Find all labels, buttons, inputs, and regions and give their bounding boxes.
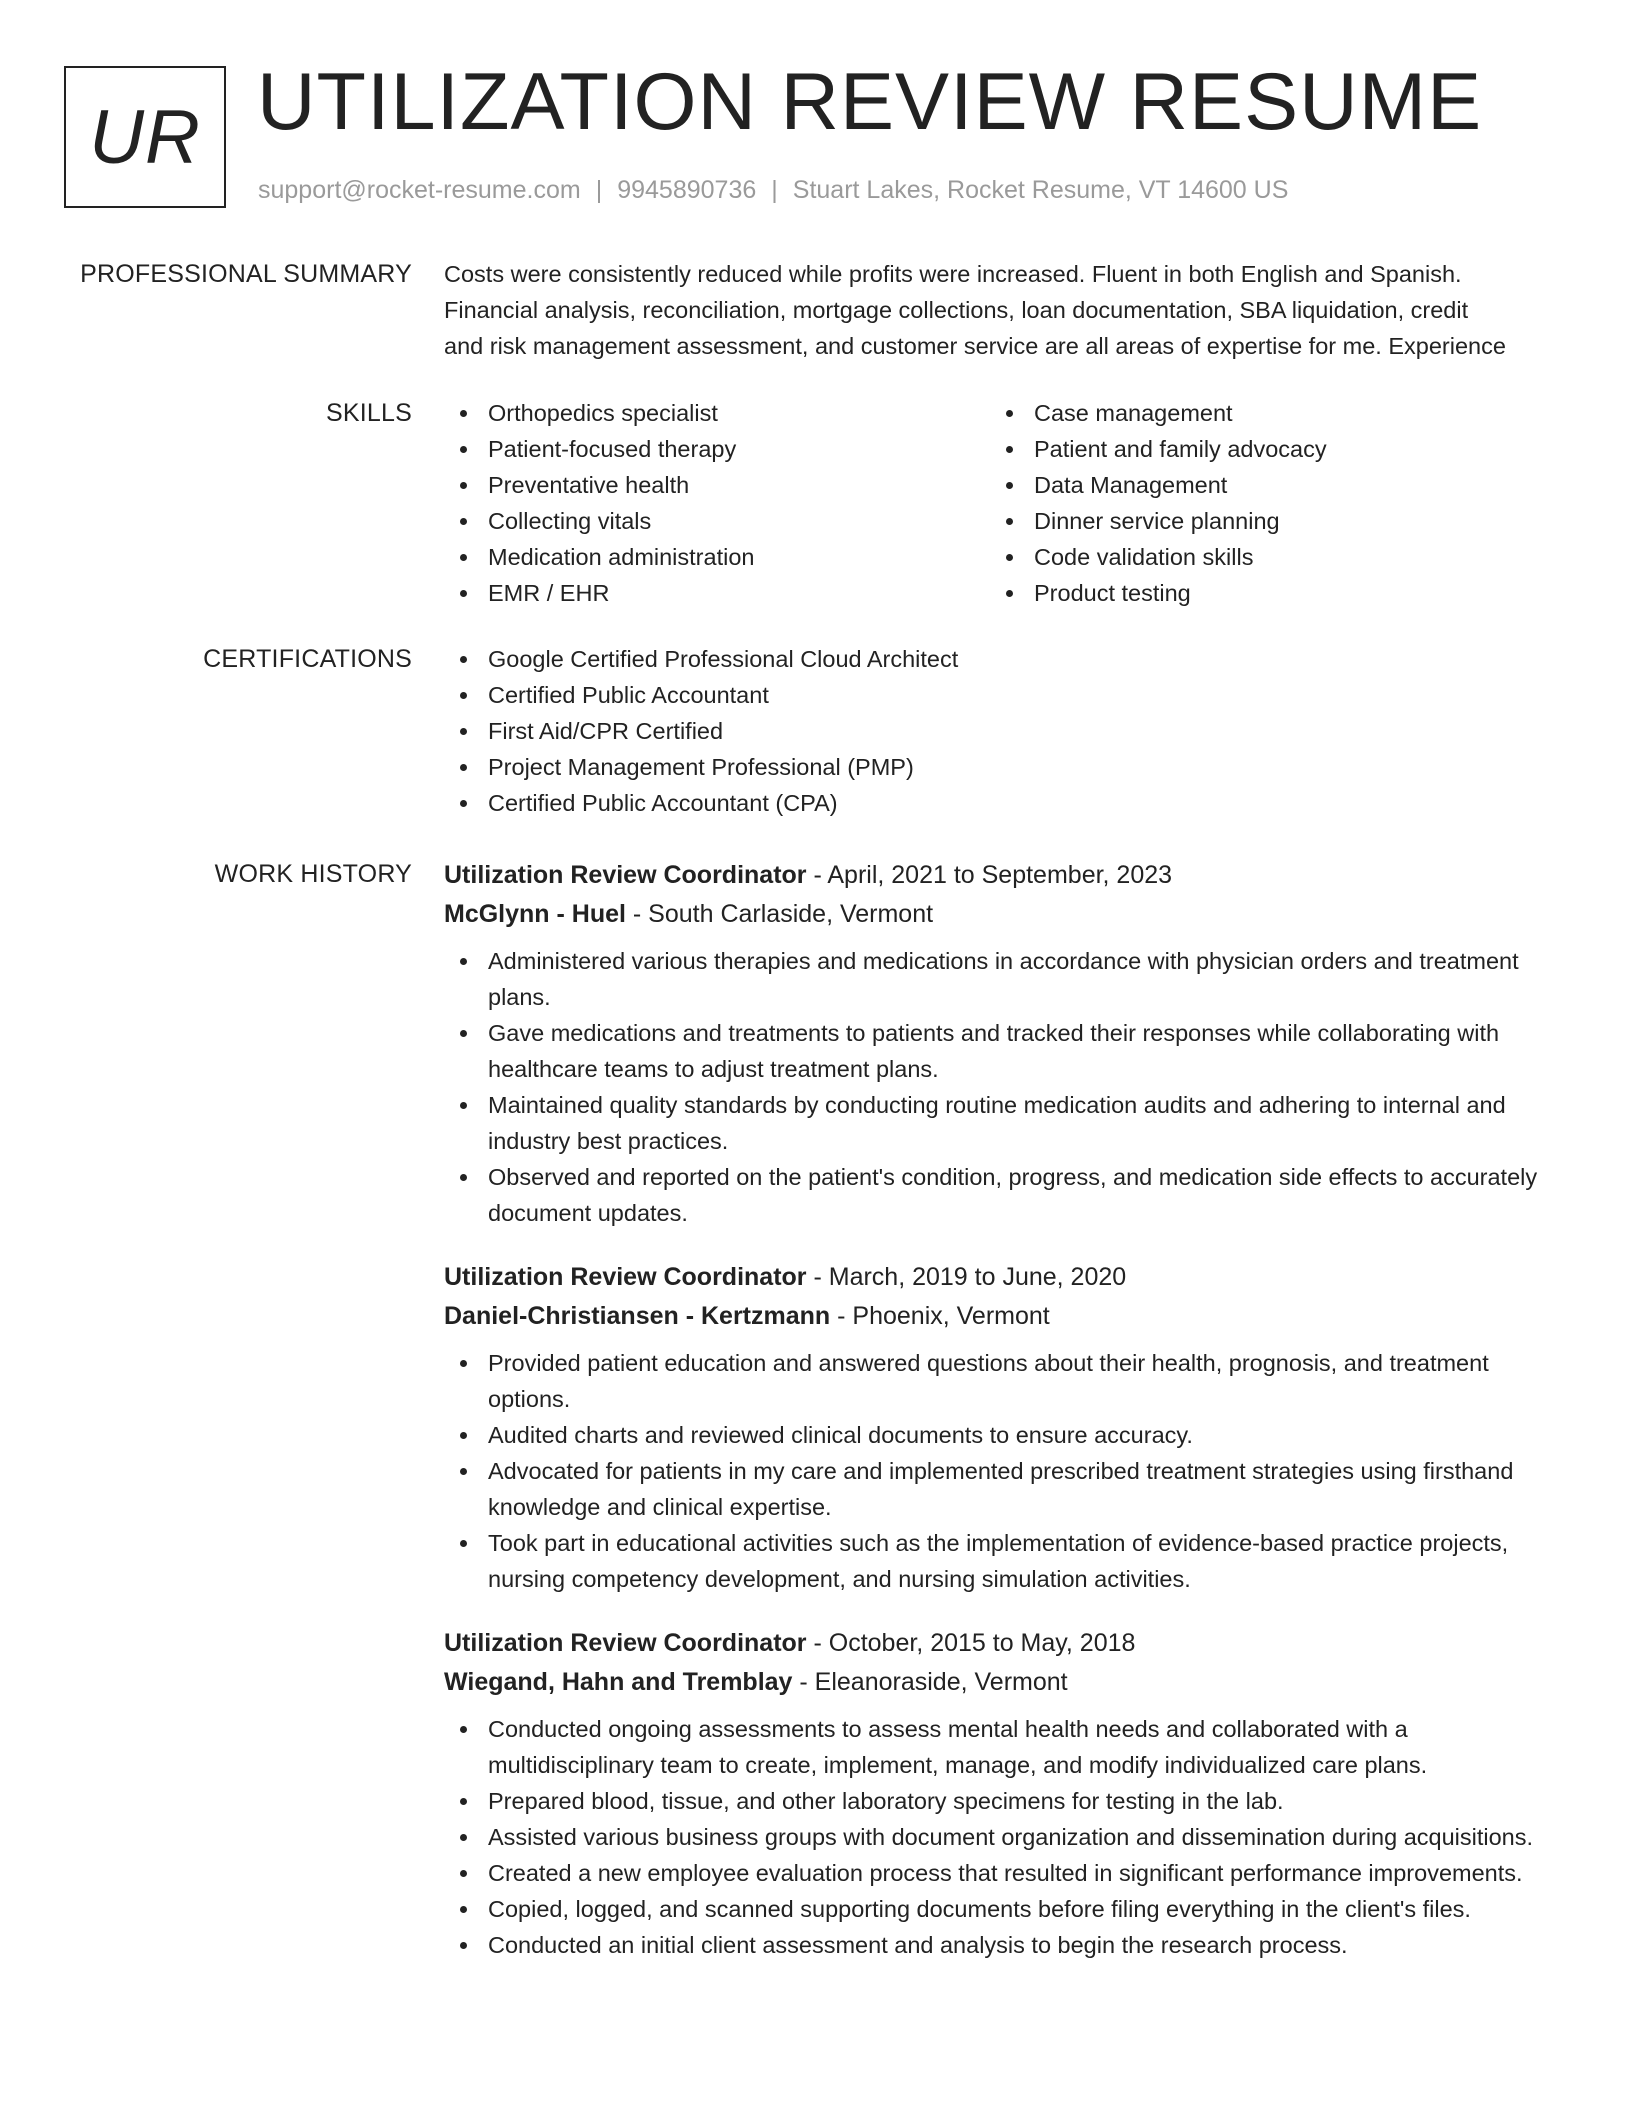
job-duty: Maintained quality standards by conducting routine medication audits and adhering to internal and industry best practices.: [444, 1087, 1564, 1159]
job-entry: [444, 1258, 1564, 1597]
job-duty: Assisted various business groups with document organization and dissemination during acquisitions.: [444, 1819, 1564, 1855]
certification-item: Project Management Professional (PMP): [444, 749, 1564, 785]
summary-line: and risk management assessment, and customer service are all areas of expertise for me. Experience: [444, 333, 1506, 359]
contact-separator: |: [771, 176, 778, 204]
summary-text: [444, 256, 1564, 364]
job-title: Utilization Review Coordinator: [444, 861, 807, 889]
job-duty: Audited charts and reviewed clinical documents to ensure accuracy.: [444, 1417, 1564, 1453]
contact-email[interactable]: support@rocket-resume.com: [258, 176, 581, 204]
certification-item: Google Certified Professional Cloud Architect: [444, 641, 1564, 677]
skill-item: Data Management: [990, 467, 1536, 503]
certifications-list: [444, 641, 1564, 821]
job-duties: [444, 1711, 1564, 1963]
skills-list-right: [990, 395, 1536, 611]
job-duty: Observed and reported on the patient's condition, progress, and medication side effects to accurately document updates.: [444, 1159, 1564, 1231]
job-duties: [444, 1345, 1564, 1597]
job-duties: [444, 943, 1564, 1231]
skill-item: EMR / EHR: [444, 575, 990, 611]
skill-item: Product testing: [990, 575, 1536, 611]
contact-phone[interactable]: 9945890736: [617, 176, 757, 204]
skill-item: Patient and family advocacy: [990, 431, 1536, 467]
job-entry: [444, 1624, 1564, 1963]
skill-item: Dinner service planning: [990, 503, 1536, 539]
job-location: - Phoenix, Vermont: [830, 1302, 1050, 1330]
job-duty: Provided patient education and answered questions about their health, prognosis, and treatment options.: [444, 1345, 1564, 1417]
summary-line: Costs were consistently reduced while profits were increased. Fluent in both English and Spanish.: [444, 261, 1462, 287]
job-title: Utilization Review Coordinator: [444, 1263, 807, 1291]
certifications-heading: CERTIFICATIONS: [203, 645, 412, 673]
work-history-heading: WORK HISTORY: [214, 860, 412, 888]
job-duty: Gave medications and treatments to patients and tracked their responses while collaborating with healthcare teams to adjust treatment plans.: [444, 1015, 1564, 1087]
certification-item: Certified Public Accountant: [444, 677, 1564, 713]
skill-item: Medication administration: [444, 539, 990, 575]
job-duty: Took part in educational activities such as the implementation of evidence-based practice projects, nursing competency development, and nursing simulation activities.: [444, 1525, 1564, 1597]
certification-item: First Aid/CPR Certified: [444, 713, 1564, 749]
skill-item: Collecting vitals: [444, 503, 990, 539]
job-duty: Administered various therapies and medications in accordance with physician orders and treatment plans.: [444, 943, 1564, 1015]
job-location: - Eleanoraside, Vermont: [792, 1668, 1068, 1696]
skill-item: Code validation skills: [990, 539, 1536, 575]
skills-heading: SKILLS: [326, 399, 412, 427]
job-location: - South Carlaside, Vermont: [625, 900, 934, 928]
job-company-line: [444, 895, 1564, 934]
job-duty: Copied, logged, and scanned supporting documents before filing everything in the client's files.: [444, 1891, 1564, 1927]
job-duty: Conducted ongoing assessments to assess mental health needs and collaborated with a multidisciplinary team to create, implement, manage, and modify individualized care plans.: [444, 1711, 1564, 1783]
resume-title: UTILIZATION REVIEW RESUME: [257, 57, 1483, 147]
summary-line: Financial analysis, reconciliation, mortgage collections, loan documentation, SBA liquidation, credit: [444, 297, 1469, 323]
skills-body: [444, 395, 1564, 611]
job-duty: Created a new employee evaluation process that resulted in significant performance improvements.: [444, 1855, 1564, 1891]
job-company: Wiegand, Hahn and Tremblay: [444, 1668, 793, 1696]
job-entry: [444, 856, 1564, 1231]
skill-item: Patient-focused therapy: [444, 431, 990, 467]
job-dates: - October, 2015 to May, 2018: [806, 1629, 1136, 1657]
job-company-line: [444, 1663, 1564, 1702]
job-title-line: [444, 856, 1564, 895]
skill-item: Preventative health: [444, 467, 990, 503]
job-title-line: [444, 1258, 1564, 1297]
monogram-logo: UR: [64, 66, 226, 208]
skill-item: Case management: [990, 395, 1536, 431]
job-company: Daniel-Christiansen - Kertzmann: [444, 1302, 831, 1330]
summary-heading: PROFESSIONAL SUMMARY: [80, 260, 412, 288]
contact-line: [258, 172, 1288, 208]
skill-item: Orthopedics specialist: [444, 395, 990, 431]
job-title-line: [444, 1624, 1564, 1663]
work-history-body: [444, 856, 1564, 1963]
certification-item: Certified Public Accountant (CPA): [444, 785, 1564, 821]
job-duty: Conducted an initial client assessment and analysis to begin the research process.: [444, 1927, 1564, 1963]
job-company-line: [444, 1297, 1564, 1336]
job-company: McGlynn - Huel: [444, 900, 626, 928]
job-duty: Advocated for patients in my care and implemented prescribed treatment strategies using firsthand knowledge and clinical expertise.: [444, 1453, 1564, 1525]
contact-address: Stuart Lakes, Rocket Resume, VT 14600 US: [792, 176, 1289, 204]
skills-list-left: [444, 395, 990, 611]
job-title: Utilization Review Coordinator: [444, 1629, 807, 1657]
job-dates: - April, 2021 to September, 2023: [806, 861, 1173, 889]
contact-separator: |: [595, 176, 603, 204]
job-dates: - March, 2019 to June, 2020: [806, 1263, 1127, 1291]
job-duty: Prepared blood, tissue, and other laboratory specimens for testing in the lab.: [444, 1783, 1564, 1819]
certifications-body: [444, 641, 1564, 821]
